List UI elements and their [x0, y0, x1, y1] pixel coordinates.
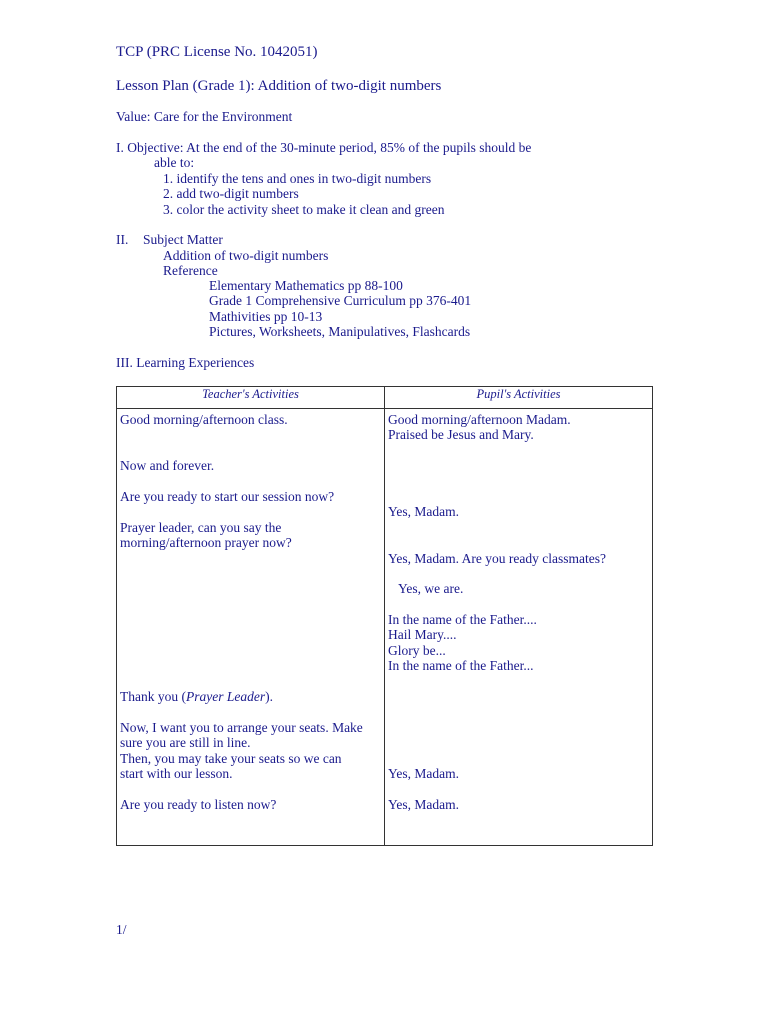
pupil-line: In the name of the Father...: [388, 658, 534, 674]
objective-item: 3. color the activity sheet to make it clean and green: [163, 202, 445, 217]
subject-matter-heading: Subject Matter: [143, 232, 223, 247]
teacher-line: morning/afternoon prayer now?: [120, 535, 292, 551]
objective-item: 1. identify the tens and ones in two-digit numbers: [163, 171, 432, 186]
pupil-line: In the name of the Father....: [388, 612, 537, 628]
pupil-line: Yes, Madam.: [388, 765, 460, 781]
learning-heading: III. Learning Experiences: [116, 355, 255, 370]
pupil-line: Yes, Madam. Are you ready classmates?: [388, 550, 606, 566]
objective-intro-cont: able to:: [154, 155, 195, 170]
objective-item: 2. add two-digit numbers: [163, 186, 299, 201]
teacher-line: Then, you may take your seats so we can: [120, 750, 342, 766]
pupil-line: Yes, Madam.: [388, 504, 460, 520]
pupil-line: Praised be Jesus and Mary.: [388, 427, 534, 443]
lesson-title: Lesson Plan (Grade 1): Addition of two-digit numbers: [116, 78, 442, 94]
pupil-line: Good morning/afternoon Madam.: [388, 412, 571, 427]
teacher-line: start with our lesson.: [120, 765, 233, 781]
teacher-line: Now and forever.: [120, 458, 215, 474]
pupil-activities-cell: [385, 409, 653, 846]
teacher-column-header: Teacher's Activities: [117, 387, 385, 409]
teacher-line: Are you ready to start our session now?: [120, 488, 335, 504]
value-line: Value: Care for the Environment: [116, 109, 293, 124]
reference-item: Pictures, Worksheets, Manipulatives, Flashcards: [209, 324, 471, 339]
teacher-line: sure you are still in line.: [120, 735, 251, 751]
teacher-line: Are you ready to listen now?: [120, 796, 277, 812]
reference-label: Reference: [163, 263, 218, 278]
reference-item: Grade 1 Comprehensive Curriculum pp 376-401: [209, 293, 472, 308]
table-header-row: [117, 387, 653, 409]
pupil-line: Glory be...: [388, 642, 446, 658]
pupil-line: Yes, we are.: [398, 581, 464, 597]
license-line: TCP (PRC License No. 1042051): [116, 44, 318, 60]
teacher-line: Prayer leader, can you say the: [120, 519, 282, 535]
teacher-line: Now, I want you to arrange your seats. Make: [120, 719, 363, 735]
pupil-line: Hail Mary....: [388, 627, 457, 643]
page-number: 1/: [116, 922, 127, 937]
prayer-leader-placeholder: Prayer Leader: [185, 689, 266, 705]
subject-topic: Addition of two-digit numbers: [163, 248, 329, 263]
objective-intro: I. Objective: At the end of the 30-minute period, 85% of the pupils should be: [116, 140, 532, 155]
subject-matter-number: II.: [116, 232, 129, 247]
pupil-column-header: Pupil's Activities: [385, 387, 653, 409]
table-row: [117, 409, 653, 846]
reference-item: Elementary Mathematics pp 88-100: [209, 278, 403, 293]
pupil-line: Yes, Madam.: [388, 796, 460, 812]
learning-experiences-table: [116, 386, 653, 846]
reference-item: Mathivities pp 10-13: [209, 309, 323, 324]
teacher-line: Good morning/afternoon class.: [120, 412, 288, 427]
teacher-activities-cell: [117, 409, 385, 846]
teacher-line: Thank you (Prayer Leader).: [120, 689, 273, 705]
